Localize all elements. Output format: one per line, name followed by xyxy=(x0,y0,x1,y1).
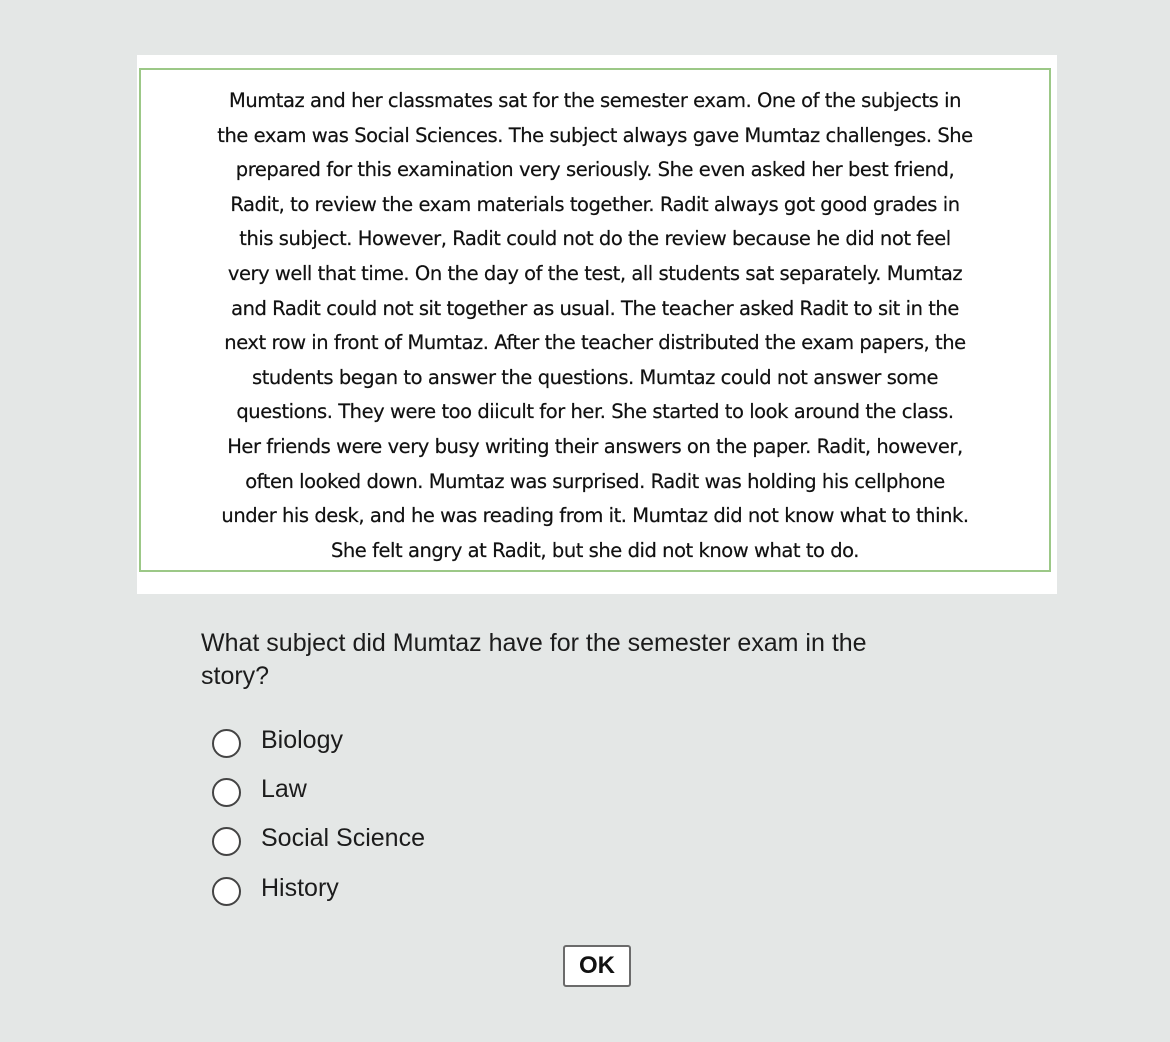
option-biology[interactable] xyxy=(212,721,612,761)
ok-button[interactable]: OK xyxy=(563,945,631,987)
passage-image xyxy=(137,55,1057,594)
question-line: What subject did Mumtaz have for the semester exam in the xyxy=(201,629,867,657)
option-label[interactable]: Law xyxy=(261,775,307,803)
passage-line: students began to answer the questions. Mumtaz could not answer some xyxy=(251,365,939,389)
passage-line: Radit, to review the exam materials together. Radit always got good grades in xyxy=(230,192,960,216)
passage-line: questions. They were too diicult for her. She started to look around the class. xyxy=(236,400,954,424)
radio-button[interactable] xyxy=(212,827,241,856)
question-line: story? xyxy=(201,662,270,690)
option-law[interactable] xyxy=(212,770,612,810)
passage-line: often looked down. Mumtaz was surprised. Radit was holding his cellphone xyxy=(245,469,945,493)
passage-line: prepared for this examination very seriously. She even asked her best friend, xyxy=(235,158,955,182)
question-text xyxy=(201,627,1001,693)
radio-button[interactable] xyxy=(212,729,241,758)
passage-line: next row in front of Mumtaz. After the teacher distributed the exam papers, the xyxy=(224,331,966,355)
passage-line: very well that time. On the day of the test, all students sat separately. Mumtaz xyxy=(227,261,963,285)
passage-line: this subject. However, Radit could not do the review because he did not feel xyxy=(239,227,951,251)
option-history[interactable] xyxy=(212,869,612,909)
passage-line: under his desk, and he was reading from it. Mumtaz did not know what to think. xyxy=(221,504,969,528)
radio-button[interactable] xyxy=(212,778,241,807)
option-social-science[interactable] xyxy=(212,819,612,859)
radio-button[interactable] xyxy=(212,877,241,906)
passage-line: She felt angry at Radit, but she did not know what to do. xyxy=(330,538,860,562)
passage-text xyxy=(141,84,1049,568)
passage-line: the exam was Social Sciences. The subject always gave Mumtaz challenges. She xyxy=(217,123,973,147)
passage-line: Mumtaz and her classmates sat for the semester exam. One of the subjects in xyxy=(228,89,962,112)
option-label[interactable]: Biology xyxy=(261,726,343,754)
passage-line: and Radit could not sit together as usual. The teacher asked Radit to sit in the xyxy=(231,296,959,320)
option-label[interactable]: History xyxy=(261,874,339,902)
passage-box xyxy=(139,68,1051,572)
option-label[interactable]: Social Science xyxy=(261,824,425,852)
passage-line: Her friends were very busy writing their answers on the paper. Radit, however, xyxy=(227,434,963,458)
